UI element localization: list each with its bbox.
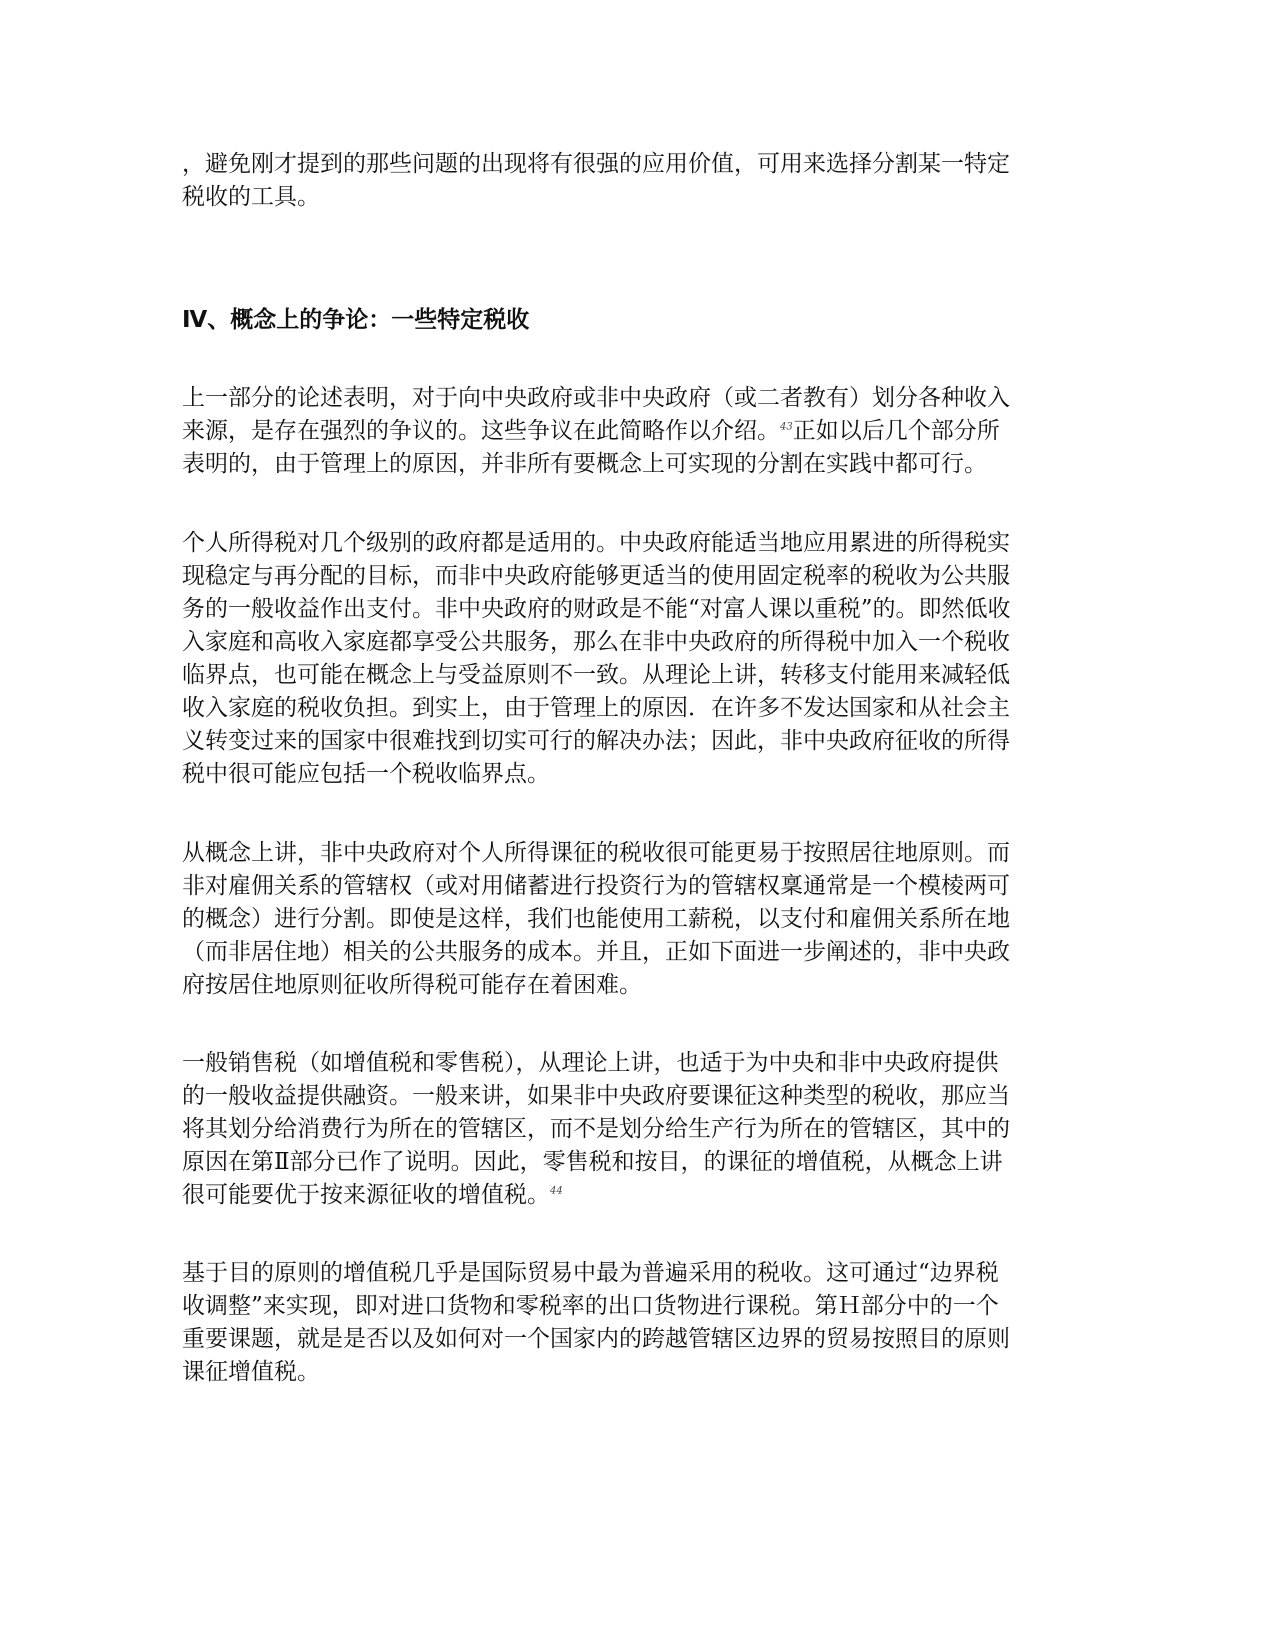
text-line: 收调整”来实现，即对进口货物和零税率的出口货物进行课税。第Ｈ部分中的一个 [182, 1293, 999, 1319]
text-line: 上一部分的论述表明，对于向中央政府或非中央政府（或二者教有）划分各种收入 [182, 385, 1010, 411]
text-line: 税收的工具。 [182, 184, 320, 210]
paragraph-residence [182, 837, 1087, 1002]
text-line [182, 415, 1087, 448]
text-line: 基于目的原则的增值税几乎是国际贸易中最为普遍采用的税收。这可通过“边界税 [182, 1260, 999, 1286]
text-line: 现稳定与再分配的目标，而非中央政府能够更适当的使用固定税率的税收为公共服 [182, 563, 1010, 589]
text-line: 表明的，由于管理上的原因，并非所有要概念上可实现的分割在实践中都可行。 [182, 451, 987, 477]
text-line: ，避免刚才提到的那些问题的出现将有很强的应用价值，可用来选择分割某一特定 [182, 151, 1010, 177]
paragraph-continuation [182, 148, 1087, 214]
text-segment: 很可能要优于按来源征收的增值税。 [182, 1182, 550, 1208]
text-line: 从概念上讲，非中央政府对个人所得课征的税收很可能更易于按照居往地原则。而 [182, 840, 1010, 866]
text-line: 收入家庭的税收负担。到实上，由于管理上的原因．在许多不发达国家和从社会主 [182, 695, 1010, 721]
text-line: 将其划分给消费行为所在的管辖区，而不是划分给生产行为所在的管辖区，其中的 [182, 1116, 1010, 1142]
text-line: 的一般收益提供融资。一般来讲，如果非中央政府要课征这种类型的税收，那应当 [182, 1083, 1010, 1109]
text-line: 一般销售税（如增值税和零售税），从理论上讲，也适于为中央和非中央政府提供 [182, 1050, 999, 1076]
text-segment: 来源，是存在强烈的争议的。这些争议在此简略作以介绍。 [182, 418, 780, 444]
text-line: 税中很可能应包括一个税收临界点。 [182, 761, 550, 787]
paragraph-intro [182, 382, 1087, 481]
text-line: 务的一般收益作出支付。非中央政府的财政是不能“对富人课以重税”的。即然低收 [182, 596, 1011, 622]
text-line: （而非居住地）相关的公共服务的成本。并且，正如下面进一步阐述的，非中央政 [182, 939, 1010, 965]
paragraph-sales-tax [182, 1047, 1087, 1212]
text-line: 课征增值税。 [182, 1359, 320, 1385]
paragraph-income-tax [182, 527, 1087, 791]
text-segment: 正如以后几个部分所 [792, 418, 1000, 444]
text-line: 入家庭和高收入家庭都享受公共服务，那么在非中央政府的所得税中加入一个税收 [182, 629, 1010, 655]
text-line: 个人所得税对几个级别的政府都是适用的。中央政府能适当地应用累进的所得税实 [182, 530, 1010, 556]
text-line: 的概念）进行分割。即使是这样，我们也能使用工薪税，以支付和雇佣关系所在地 [182, 906, 1010, 932]
footnote-ref: 43 [780, 421, 793, 433]
text-line: 府按居住地原则征收所得税可能存在着困难。 [182, 972, 642, 998]
text-line: 临界点，也可能在概念上与受益原则不一致。从理论上讲，转移支付能用来减轻低 [182, 662, 1010, 688]
text-line [182, 1179, 1087, 1212]
text-line: 原因在第Ⅱ部分已作了说明。因此，零售税和按目，的课征的增值税，从概念上讲 [182, 1149, 1003, 1175]
text-line: 义转变过来的国家中很难找到切实可行的解决办法；因此，非中央政府征收的所得 [182, 728, 1010, 754]
section-heading: Ⅳ、概念上的争论：一些特定税收 [182, 307, 530, 333]
text-line: 重要课题，就是是否以及如何对一个国家内的跨越管辖区边界的贸易按照目的原则 [182, 1326, 1010, 1352]
footnote-ref: 44 [550, 1185, 563, 1197]
paragraph-vat [182, 1257, 1087, 1389]
text-line: 非对雇佣关系的管辖权（或对用储蓄进行投资行为的管辖权稟通常是一个模棱两可 [182, 873, 1010, 899]
